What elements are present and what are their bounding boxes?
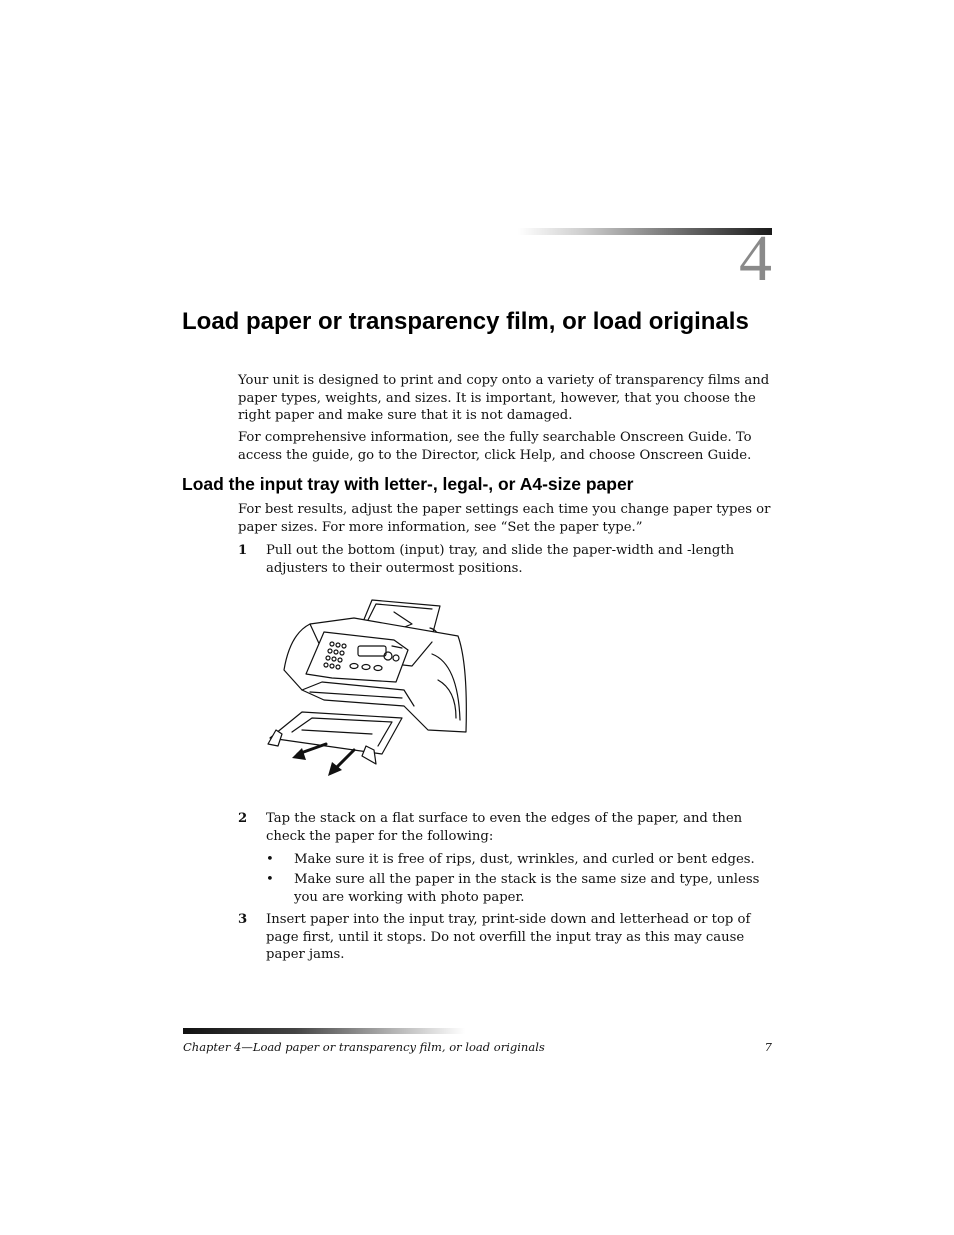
step-text: Insert paper into the input tray, print-side down and letterhead or top of page first, until it stops. Do not overfill the input tray as this may cause paper jams. <box>266 912 751 962</box>
page-title: Load paper or transparency film, or load originals <box>182 308 749 335</box>
bullet-text: Make sure all the paper in the stack is the same size and type, unless you are working with photo paper. <box>294 872 760 905</box>
printer-tray-illustration-icon <box>262 594 474 780</box>
section-heading: Load the input tray with letter-, legal-, or A4-size paper <box>182 474 634 494</box>
step-text: Pull out the bottom (input) tray, and slide the paper-width and -length adjusters to their outermost positions. <box>266 543 735 576</box>
step-text: Tap the stack on a flat surface to even the edges of the paper, and then check the paper for the following: <box>266 811 743 844</box>
chapter-number: 4 <box>739 222 772 295</box>
step-number: 2 <box>238 811 248 826</box>
chapter-divider-bar <box>518 228 772 235</box>
step-number: 3 <box>238 912 248 927</box>
page-number: 7 <box>764 1040 772 1054</box>
footer-divider-bar <box>183 1028 465 1034</box>
bullet-text: Make sure it is free of rips, dust, wrinkles, and curled or bent edges. <box>294 852 755 867</box>
section-intro: For best results, adjust the paper settings each time you change paper types or paper sizes. For more information, see “Set the paper type.” <box>238 502 771 535</box>
footer-chapter-title: Chapter 4—Load paper or transparency film, or load originals <box>183 1040 545 1054</box>
step-number: 1 <box>238 543 248 558</box>
bullet-icon: • <box>266 872 274 887</box>
intro-paragraph: Your unit is designed to print and copy onto a variety of transparency films and paper types, weights, and sizes. It is important, however, that you choose the right paper and make sure that it is not damaged. <box>238 373 770 423</box>
bullet-icon: • <box>266 852 274 867</box>
intro-paragraph: For comprehensive information, see the fully searchable Onscreen Guide. To access the guide, go to the Director, click Help, and choose Onscreen Guide. <box>238 430 752 463</box>
